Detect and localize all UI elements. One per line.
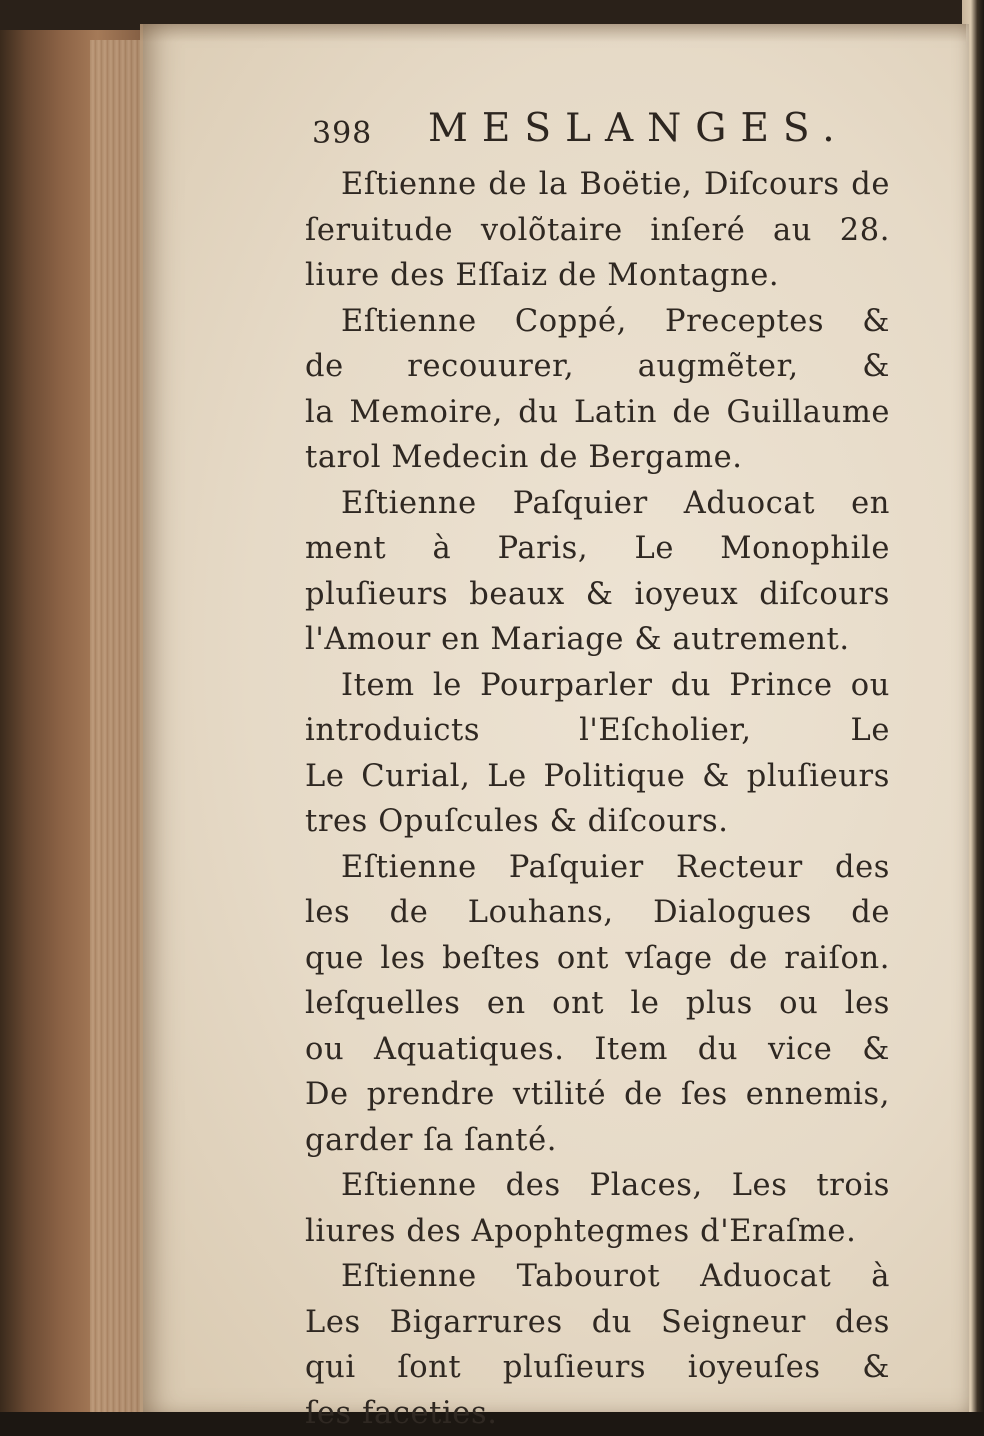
text-line: Item le Pourparler du Prince ou (305, 663, 890, 709)
text-line: Eſtienne Paſquier Aduocat en (305, 481, 890, 527)
text-line: Les Bigarrures du Seigneur des (305, 1300, 890, 1346)
text-line: la Memoire, du Latin de Guillaume (305, 390, 890, 436)
page-top-shadow (140, 24, 966, 42)
text-line: ment à Paris, Le Monophile (305, 526, 890, 572)
text-line: les de Louhans, Dialogues de (305, 890, 890, 936)
page-header (312, 106, 872, 156)
page-body (305, 162, 890, 1436)
text-line: ſes faceties. (305, 1391, 890, 1436)
text-line: Eſtienne Tabourot Aduocat à (305, 1254, 890, 1300)
page-number: 398 (312, 116, 372, 151)
text-line: ſeruitude volõtaire inſeré au 28. (305, 208, 890, 254)
text-line: Eſtienne Coppé, Preceptes & (305, 299, 890, 345)
text-line: ou Aquatiques. Item du vice & (305, 1027, 890, 1073)
text-line: Le Curial, Le Politique & pluſieurs (305, 754, 890, 800)
text-line: que les beſtes ont vſage de raiſon. (305, 936, 890, 982)
text-line: leſquelles en ont le plus ou les (305, 981, 890, 1027)
text-line: liures des Apophtegmes d'Eraſme. (305, 1209, 890, 1255)
text-line: introduicts l'Eſcholier, Le (305, 708, 890, 754)
text-line: Eſtienne des Places, Les trois (305, 1163, 890, 1209)
text-line: de recouurer, augmẽter, & (305, 344, 890, 390)
text-line: liure des Eſſaiz de Montagne. (305, 253, 890, 299)
text-line: l'Amour en Mariage & autrement. (305, 617, 890, 663)
text-line: qui ſont pluſieurs ioyeuſes & (305, 1345, 890, 1391)
text-line: pluſieurs beaux & ioyeux diſcours (305, 572, 890, 618)
text-line: De prendre vtilité de ſes ennemis, (305, 1072, 890, 1118)
text-line: tres Opuſcules & diſcours. (305, 799, 890, 845)
text-line: tarol Medecin de Bergame. (305, 435, 890, 481)
text-line: Eſtienne de la Boëtie, Diſcours de (305, 162, 890, 208)
text-line: Eſtienne Paſquier Recteur des (305, 845, 890, 891)
running-title: MESLANGES. (428, 106, 849, 151)
text-line: garder ſa ſanté. (305, 1118, 890, 1164)
